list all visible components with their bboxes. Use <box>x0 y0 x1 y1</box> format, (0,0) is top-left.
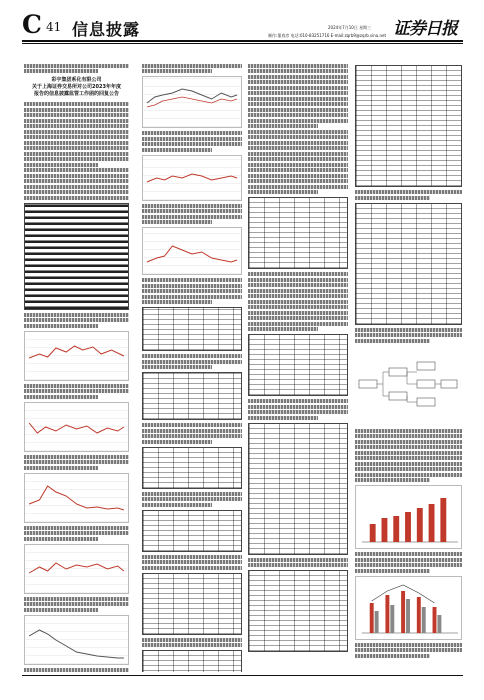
line-chart <box>24 544 129 594</box>
data-table <box>142 510 242 552</box>
announcement-title-line-1: 彩宇集团系化有限公司 <box>51 77 102 83</box>
data-table <box>24 203 129 310</box>
line-chart <box>24 473 129 523</box>
data-table <box>355 65 462 187</box>
line-chart <box>142 155 242 201</box>
announcement-title-line-2: 关于上海证券交易所对公司2023年年度 <box>32 84 121 90</box>
line-chart <box>142 76 242 128</box>
data-table <box>248 423 348 555</box>
announcement-title <box>24 77 129 98</box>
section-code: C <box>22 10 41 39</box>
data-table <box>142 372 242 420</box>
data-table <box>248 197 348 269</box>
bar-chart <box>355 576 462 640</box>
line-chart <box>24 615 129 665</box>
newspaper-logo: 证券日报 <box>393 19 457 39</box>
page-number: 41 <box>46 20 62 34</box>
column-2 <box>142 62 242 672</box>
editor-line: 制作:董春彦 电话:010-83251716 E-mail:zqrb9@zqrb.sina.net <box>268 33 387 38</box>
footer-rule <box>22 675 463 676</box>
data-table <box>142 573 242 635</box>
data-table <box>355 203 462 325</box>
flow-diagram <box>355 346 462 426</box>
column-3 <box>248 62 348 672</box>
data-table <box>142 650 242 672</box>
masthead-rule-thin <box>22 43 463 44</box>
line-chart <box>142 227 242 275</box>
masthead-rule-thick <box>22 40 463 42</box>
announcement-title-line-3: 报告的信息披露监管工作函的回复公告 <box>33 91 119 97</box>
line-chart <box>24 402 129 452</box>
section-title: 信息披露 <box>72 20 141 39</box>
line-chart <box>24 331 129 381</box>
data-table <box>248 570 348 652</box>
data-table <box>142 447 242 489</box>
column-4 <box>355 62 462 672</box>
date-line: 2024年7月10日 星期三 <box>328 25 372 30</box>
data-table <box>142 307 242 351</box>
column-1 <box>24 62 129 672</box>
data-table <box>248 334 348 396</box>
bar-chart <box>355 485 462 549</box>
